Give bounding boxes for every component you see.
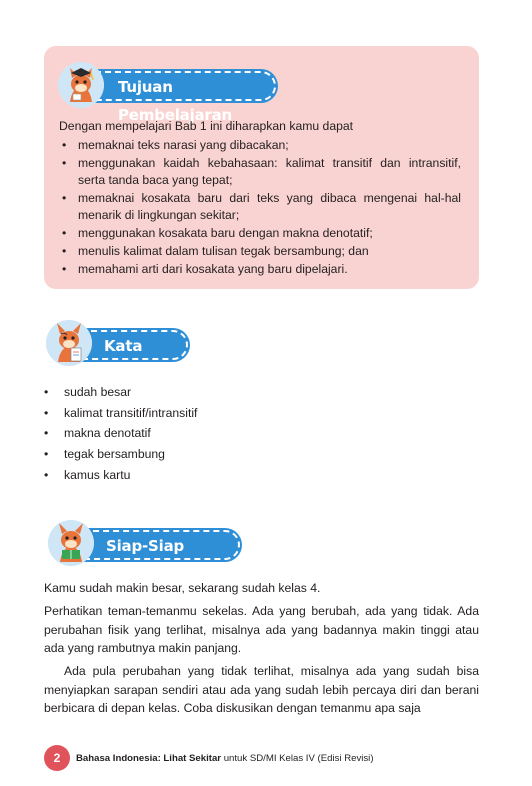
list-item: • sudah besar	[44, 382, 197, 403]
list-item: • memaknai kosakata baru dari teks yang dibaca mengenai hal-hal menarik di lingkungan sekitar;	[59, 190, 461, 224]
keywords-list	[44, 382, 197, 486]
page-number-badge: 2	[44, 745, 70, 771]
keywords-heading: Kata Kunci	[66, 330, 188, 360]
list-item: • makna denotatif	[44, 423, 197, 444]
learning-goals-list	[59, 137, 461, 279]
list-item: • menulis kalimat dalam tulisan tegak bersambung; dan	[59, 243, 461, 260]
get-ready-heading: Siap-Siap Belajar	[68, 530, 240, 560]
book-title-footer	[76, 753, 374, 764]
page-footer	[44, 746, 374, 770]
list-item: • memahami arti dari kosakata yang baru dipelajari.	[59, 261, 461, 278]
list-item: • tegak bersambung	[44, 444, 197, 465]
paragraph: Ada pula perubahan yang tidak terlihat, misalnya ada yang sudah bisa menyiapkan sarapan sendiri atau ada yang sudah lebih percaya diri dan berani berbicara di depan kelas. Coba diskusikan dengan temanmu apa saja	[44, 664, 479, 715]
learning-goals-heading: Tujuan Pembelajaran	[80, 71, 276, 101]
list-item: • menggunakan kosakata baru dengan makna denotatif;	[59, 225, 461, 242]
list-item: • kamus kartu	[44, 465, 197, 486]
fox-graduate-icon	[58, 62, 104, 108]
book-title: Bahasa Indonesia: Lihat Sekitar	[76, 752, 222, 764]
list-item: • memaknai teks narasi yang dibacakan;	[59, 137, 461, 154]
book-subtitle: untuk SD/MI Kelas IV (Edisi Revisi)	[221, 752, 374, 764]
list-item: • menggunakan kaidah kebahasaan: kalimat transitif dan intransitif, serta tanda baca yang tepat;	[59, 155, 461, 189]
list-item: • kalimat transitif/intransitif	[44, 403, 197, 424]
fox-book-icon	[48, 520, 94, 566]
paragraph: Kamu sudah makin besar, sekarang sudah kelas 4.	[44, 581, 321, 595]
learning-goals-intro: Dengan mempelajari Bab 1 ini diharapkan kamu dapat	[59, 119, 354, 133]
fox-clipboard-icon	[46, 320, 92, 366]
paragraph: Perhatikan teman-temanmu sekelas. Ada yang berubah, ada yang tidak. Ada perubahan fisik yang terlihat, misalnya ada yang badannya makin tinggi atau ada yang rambutnya makin panjang.	[44, 604, 479, 655]
